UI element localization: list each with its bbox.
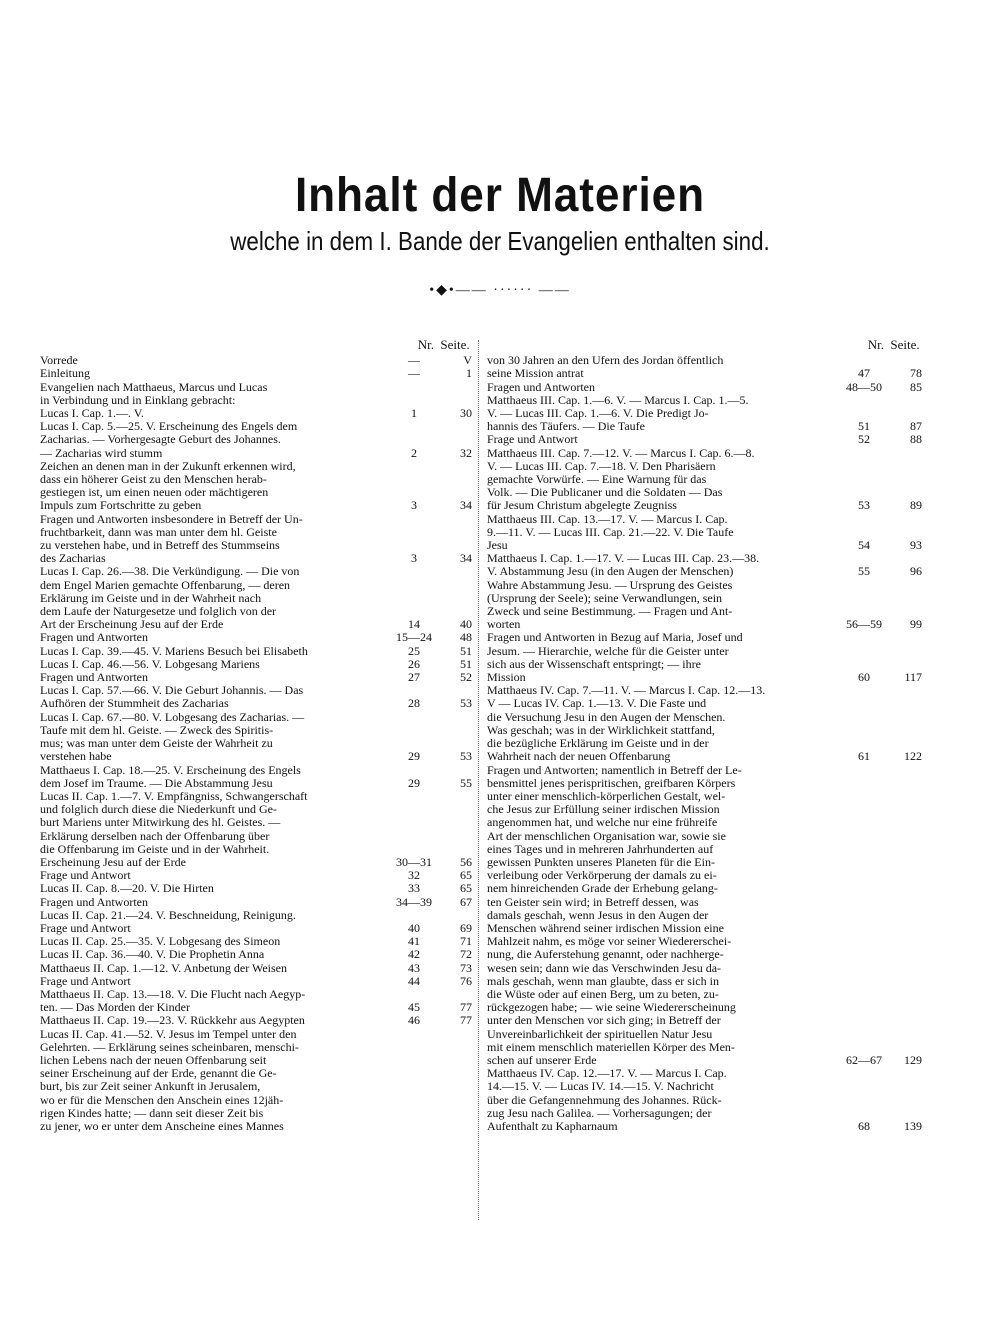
column-header — [40, 338, 472, 351]
entry-text: Matthaeus II. Cap. 1.—12. V. Anbetung der Weisen — [40, 960, 288, 975]
entry-number: 29 — [408, 775, 420, 790]
entry-text: Frage und Antwort — [487, 432, 578, 447]
toc-entry — [40, 962, 472, 975]
entry-page: 34 — [460, 498, 472, 513]
entry-number: 44 — [408, 973, 420, 988]
entry-page: 85 — [910, 379, 922, 394]
entry-text: Fragen und Antworten — [487, 379, 595, 394]
entry-text: Evangelien nach Matthaeus, Marcus und Lucas in Verbindung und in Einklang gebracht: — [40, 379, 268, 407]
entry-number: 62—67 — [846, 1052, 882, 1067]
toc-entry — [487, 684, 922, 763]
entry-text: Fragen und Antworten — [40, 894, 148, 909]
entry-number: 47 — [858, 366, 870, 381]
entry-number: 43 — [408, 960, 420, 975]
entry-page: 32 — [460, 445, 472, 460]
entry-text: Fragen und Antworten insbesondere in Betreff der Un- fruchtbarkeit, dann was man unter dem hl. Geiste zu verstehen habe, und in Betreff des Stummseins des Zacharias — [40, 511, 303, 566]
entry-text: Matthaeus I. Cap. 1.—17. V. — Lucas III. Cap. 23.—38. V. Abstammung Jesu (in den Augen der Menschen) — [487, 551, 760, 579]
entry-number: 61 — [858, 749, 870, 764]
toc-entry — [40, 460, 472, 513]
entry-number: 53 — [858, 498, 870, 513]
entry-text: Lucas II. Cap. 25.—35. V. Lobgesang des Simeon — [40, 934, 281, 949]
toc-entry — [487, 631, 922, 684]
entry-text: Matthaeus IV. Cap. 12.—17. V. — Marcus I. Cap. 14.—15. V. — Lucas IV. 14.—15. V. Nachricht über die Gefangennehmung des Johannes. Rück- zug Jesu nach Galilea. — Vorhersagungen; der Aufenthalt zu Kapharnaum — [487, 1066, 727, 1133]
entry-text: Frage und Antwort — [40, 868, 131, 883]
toc-entry — [40, 711, 472, 764]
toc-entry — [40, 684, 472, 710]
entry-page: 30 — [460, 406, 472, 421]
entry-page: 89 — [910, 498, 922, 513]
entry-text: Fragen und Antworten in Bezug auf Maria, Josef und Jesum. — Hierarchie, welche für die Geister unter sich aus der Wissenschaft entspringt; — ihre Mission — [487, 630, 743, 685]
toc-entry — [40, 975, 472, 988]
toc-entry — [487, 579, 922, 632]
nr-header: Nr. — [417, 337, 434, 352]
entry-text: Lucas I. Cap. 46.—56. V. Lobgesang Mariens — [40, 656, 260, 671]
entry-page: 117 — [904, 670, 922, 685]
nr-header: Nr. — [867, 337, 884, 352]
entry-number: 54 — [858, 538, 870, 553]
entry-page: 51 — [460, 643, 472, 658]
entry-text: Vorrede — [40, 353, 78, 368]
entry-text: Lucas II. Cap. 41.—52. V. Jesus im Tempel unter den Gelehrten. — Erklärung seines scheinbaren, menschi- lichen Lebens nach der neuen Offenbarung seit seiner Erscheinung auf der Erde, genannt die Ge- burt, bis zur Zeit seiner Ankunft in Jerusalem, wo er für die Menschen den Anschein eines 12jäh- rigen Kindes hatte; — dann seit dieser Zeit bis zu jener, wo er unter dem Anscheine eines Mannes — [40, 1026, 299, 1133]
toc-entry — [487, 433, 922, 446]
entry-page: 52 — [460, 670, 472, 685]
toc-entry — [40, 565, 472, 631]
entry-number: 14 — [408, 617, 420, 632]
entry-page: 65 — [460, 881, 472, 896]
entry-page: 56 — [460, 854, 472, 869]
entry-page: 67 — [460, 894, 472, 909]
entry-number: 2 — [411, 445, 417, 460]
entry-text: Matthaeus III. Cap. 1.—6. V. — Marcus I. Cap. 1.—5. V. — Lucas III. Cap. 1.—6. V. Die Predigt Jo- hannis des Täufers. — Die Taufe — [487, 392, 749, 434]
entry-number: 56—59 — [846, 617, 882, 632]
entry-number: 45 — [408, 1000, 420, 1015]
entry-number: 15—24 — [396, 630, 432, 645]
entry-text: von 30 Jahren an den Ufern des Jordan öffentlich seine Mission antrat — [487, 353, 724, 381]
toc-entry — [40, 1028, 472, 1134]
toc-entry — [40, 420, 472, 460]
toc-entry — [40, 882, 472, 895]
toc-entry — [40, 645, 472, 658]
entry-page: 34 — [460, 551, 472, 566]
entry-number: 41 — [408, 934, 420, 949]
toc-entry — [40, 909, 472, 935]
entry-page: 1 — [466, 366, 472, 381]
entry-number: 3 — [411, 551, 417, 566]
entry-page: 48 — [460, 630, 472, 645]
entry-number: — — [408, 353, 420, 368]
entry-number: 33 — [408, 881, 420, 896]
entry-page: 78 — [910, 366, 922, 381]
entry-number: 25 — [408, 643, 420, 658]
entry-text: Lucas I. Cap. 67.—80. V. Lobgesang des Zacharias. — Taufe mit dem hl. Geiste. — Zweck des Spiritis- mus; was man unter dem Geiste der Wahrheit zu verstehen habe — [40, 709, 305, 764]
entry-page: 76 — [460, 973, 472, 988]
entry-page: 77 — [460, 1000, 472, 1015]
entry-text: Zeichen an denen man in der Zukunft erkennen wird, dass ein höherer Geist zu den Menschen herab- gestiegen ist, um einen neuen oder mächtigeren Impuls zum Fortschritte zu geben — [40, 458, 296, 513]
entry-text: Lucas I. Cap. 57.—66. V. Die Geburt Johannis. — Das Aufhören der Stummheit des Zacharias — [40, 683, 304, 711]
entry-number: 30—31 — [396, 854, 432, 869]
entry-number: 55 — [858, 564, 870, 579]
seite-header: Seite. — [440, 337, 470, 352]
toc-entry — [487, 354, 922, 380]
page-subtitle: welche in dem I. Bande der Evangelien enthalten sind. — [230, 226, 770, 256]
entry-text: Lucas I. Cap. 26.—38. Die Verkündigung. — Die von dem Engel Marien gemachte Offenbarung, — deren Erklärung im Geiste und in der Wahrheit nach dem Laufe der Naturgesetze und folglich von der Art der Erscheinung Jesu auf der Erde — [40, 564, 300, 632]
toc-entry — [40, 948, 472, 961]
entry-page: 77 — [460, 1013, 472, 1028]
entry-page: 69 — [460, 920, 472, 935]
entry-page: 71 — [460, 934, 472, 949]
entry-text: Matthaeus III. Cap. 13.—17. V. — Marcus I. Cap. 9.—11. V. — Lucas III. Cap. 21.—22. V. Die Taufe Jesu — [487, 511, 734, 553]
entry-page: 40 — [460, 617, 472, 632]
toc-entry — [40, 896, 472, 909]
entry-text: Matthaeus II. Cap. 13.—18. V. Die Flucht nach Aegyp- ten. — Das Morden der Kinder — [40, 986, 306, 1015]
entry-number: 68 — [858, 1118, 870, 1133]
entry-number: 42 — [408, 947, 420, 962]
toc-entries-left — [40, 354, 472, 1133]
toc-entry — [40, 790, 472, 869]
entry-page: 55 — [460, 775, 472, 790]
toc-entry — [487, 513, 922, 553]
entry-number: 60 — [858, 670, 870, 685]
entry-text: Matthaeus IV. Cap. 7.—11. V. — Marcus I. Cap. 12.—13. V — Lucas IV. Cap. 1.—13. V. Die Faste und die Versuchung Jesu in den Augen der Menschen. Was geschah; was in der Wirklichkeit stattfand, die bezügliche Erklärung im Geiste und in der Wahrheit nach der neuen Offenbarung — [487, 683, 766, 764]
entry-number: 1 — [411, 406, 417, 421]
column-divider — [478, 340, 479, 1220]
ornament-divider: •◆•—— ······ —— — [429, 283, 571, 298]
entry-number: 46 — [408, 1013, 420, 1028]
toc-entry — [40, 764, 472, 790]
entry-text: Fragen und Antworten; namentlich in Betreff der Le- bensmittel jenes perispritischen, greifbaren Körpers unter einer menschlich-körperlichen Gestalt, wel- che Jesus zur Erfüllung seiner irdischen Mission angenommen hat, und welche nur eine frühreife Art der menschlichen Organisation war, sowie sie eines Tages und in mehreren Jahrhunderten auf gewissen Punkten unseres Planeten für die Ein- verleibung oder Verkörperung der damals zu ei- nem hinreichenden Grade der Erhebung gelang- ten Geister sein wird; in Betreff dessen, was damals geschah, wenn Jesus in den Augen der Menschen während seiner irdischen Mission eine Mahlzeit nahm, es möge vor seiner Wiedererschei- nung, die Auferstehung genannt, oder nachherge- wesen sein; dann wie das Verschwinden Jesu da- mals geschah, wenn man glaubte, dass er sich in die Wüste oder auf einen Berg, um zu beten, zu- rückgezogen habe; — wie seine Wiedererscheinung unter den Menschen vor sich ging; in Betreff der Unvereinbarlichkeit der spirituellen Natur Jesu mit einem menschlich materiellen Körper des Men- schen auf unserer Erde — [487, 762, 742, 1067]
entry-text: Einleitung — [40, 366, 90, 381]
entry-page: V — [463, 353, 472, 368]
entry-text: Lucas II. Cap. 1.—7. V. Empfängniss, Schwangerschaft und folglich durch diese die Niederkunft und Ge- burt Mariens unter Mitwirkung des hl. Geistes. — Erklärung derselben nach der Offenbarung über die Offenbarung im Geiste und in der Wahrheit. Erscheinung Jesu auf der Erde — [40, 788, 308, 869]
entry-page: 129 — [904, 1052, 922, 1067]
entry-text: Lucas II. Cap. 21.—24. V. Beschneidung, Reinigung. Frage und Antwort — [40, 907, 296, 935]
entry-text: Matthaeus I. Cap. 18.—25. V. Erscheinung des Engels dem Josef im Traume. — Die Abstammung Jesu — [40, 762, 301, 790]
entry-number: 29 — [408, 749, 420, 764]
toc-entry — [40, 513, 472, 566]
toc-entry — [487, 764, 922, 1068]
toc-entry — [40, 1014, 472, 1027]
entry-page: 65 — [460, 868, 472, 883]
entry-number: 40 — [408, 920, 420, 935]
toc-entry — [40, 381, 472, 407]
column-header — [487, 338, 922, 351]
entry-number: 3 — [411, 498, 417, 513]
entry-number: 26 — [408, 656, 420, 671]
entry-page: 93 — [910, 538, 922, 553]
entry-page: 53 — [460, 749, 472, 764]
toc-column-left — [40, 338, 472, 1133]
entry-page: 139 — [904, 1118, 922, 1133]
entry-page: 51 — [460, 656, 472, 671]
entry-page: 73 — [460, 960, 472, 975]
toc-entry — [40, 367, 472, 380]
entry-page: 72 — [460, 947, 472, 962]
toc-entry — [487, 552, 922, 578]
entry-number: 51 — [858, 419, 870, 434]
toc-entry — [487, 1067, 922, 1133]
entry-page: 53 — [460, 696, 472, 711]
entry-number: 34—39 — [396, 894, 432, 909]
entry-number: 52 — [858, 432, 870, 447]
toc-entry — [487, 447, 922, 513]
entry-page: 122 — [904, 749, 922, 764]
entry-text: Frage und Antwort — [40, 973, 131, 988]
entry-page: 99 — [910, 617, 922, 632]
toc-entry — [40, 631, 472, 644]
entry-text: Wahre Abstammung Jesu. — Ursprung des Geistes (Ursprung der Seele); seine Verwandlungen, sein Zweck und seine Bestimmung. — Fragen und Ant- worten — [487, 577, 733, 632]
entry-number: 32 — [408, 868, 420, 883]
entry-number: 28 — [408, 696, 420, 711]
toc-entry — [487, 381, 922, 394]
entry-text: Lucas I. Cap. 1.—. V. — [40, 406, 144, 421]
entry-text: Lucas II. Cap. 8.—20. V. Die Hirten — [40, 881, 214, 896]
entry-text: Lucas I. Cap. 39.—45. V. Mariens Besuch bei Elisabeth — [40, 643, 308, 658]
entry-text: Matthaeus II. Cap. 19.—23. V. Rückkehr aus Aegypten — [40, 1013, 305, 1028]
entry-text: Lucas II. Cap. 36.—40. V. Die Prophetin Anna — [40, 947, 265, 962]
seite-header: Seite. — [890, 337, 920, 352]
entry-text: Fragen und Antworten — [40, 630, 148, 645]
entry-page: 96 — [910, 564, 922, 579]
toc-entry — [487, 394, 922, 434]
toc-entry — [40, 988, 472, 1014]
toc-entries-right — [487, 354, 922, 1133]
page-title: Inhalt der Materien — [294, 169, 706, 222]
entry-text: Fragen und Antworten — [40, 670, 148, 685]
entry-number: — — [408, 366, 420, 381]
entry-number: 27 — [408, 670, 420, 685]
toc-column-right — [487, 338, 922, 1133]
entry-number: 48—50 — [846, 379, 882, 394]
entry-text: Lucas I. Cap. 5.—25. V. Erscheinung des Engels dem Zacharias. — Vorhergesagte Geburt des Johannes. — Zacharias wird stumm — [40, 419, 298, 460]
entry-page: 88 — [910, 432, 922, 447]
entry-page: 87 — [910, 419, 922, 434]
entry-text: Matthaeus III. Cap. 7.—12. V. — Marcus I. Cap. 6.—8. V. — Lucas III. Cap. 7.—18. V. Den Pharisäern gemachte Vorwürfe. — Eine Warnung für das Volk. — Die Publicaner und die Soldaten — Das für Jesum Christum abgelegte Zeugniss — [487, 445, 755, 513]
